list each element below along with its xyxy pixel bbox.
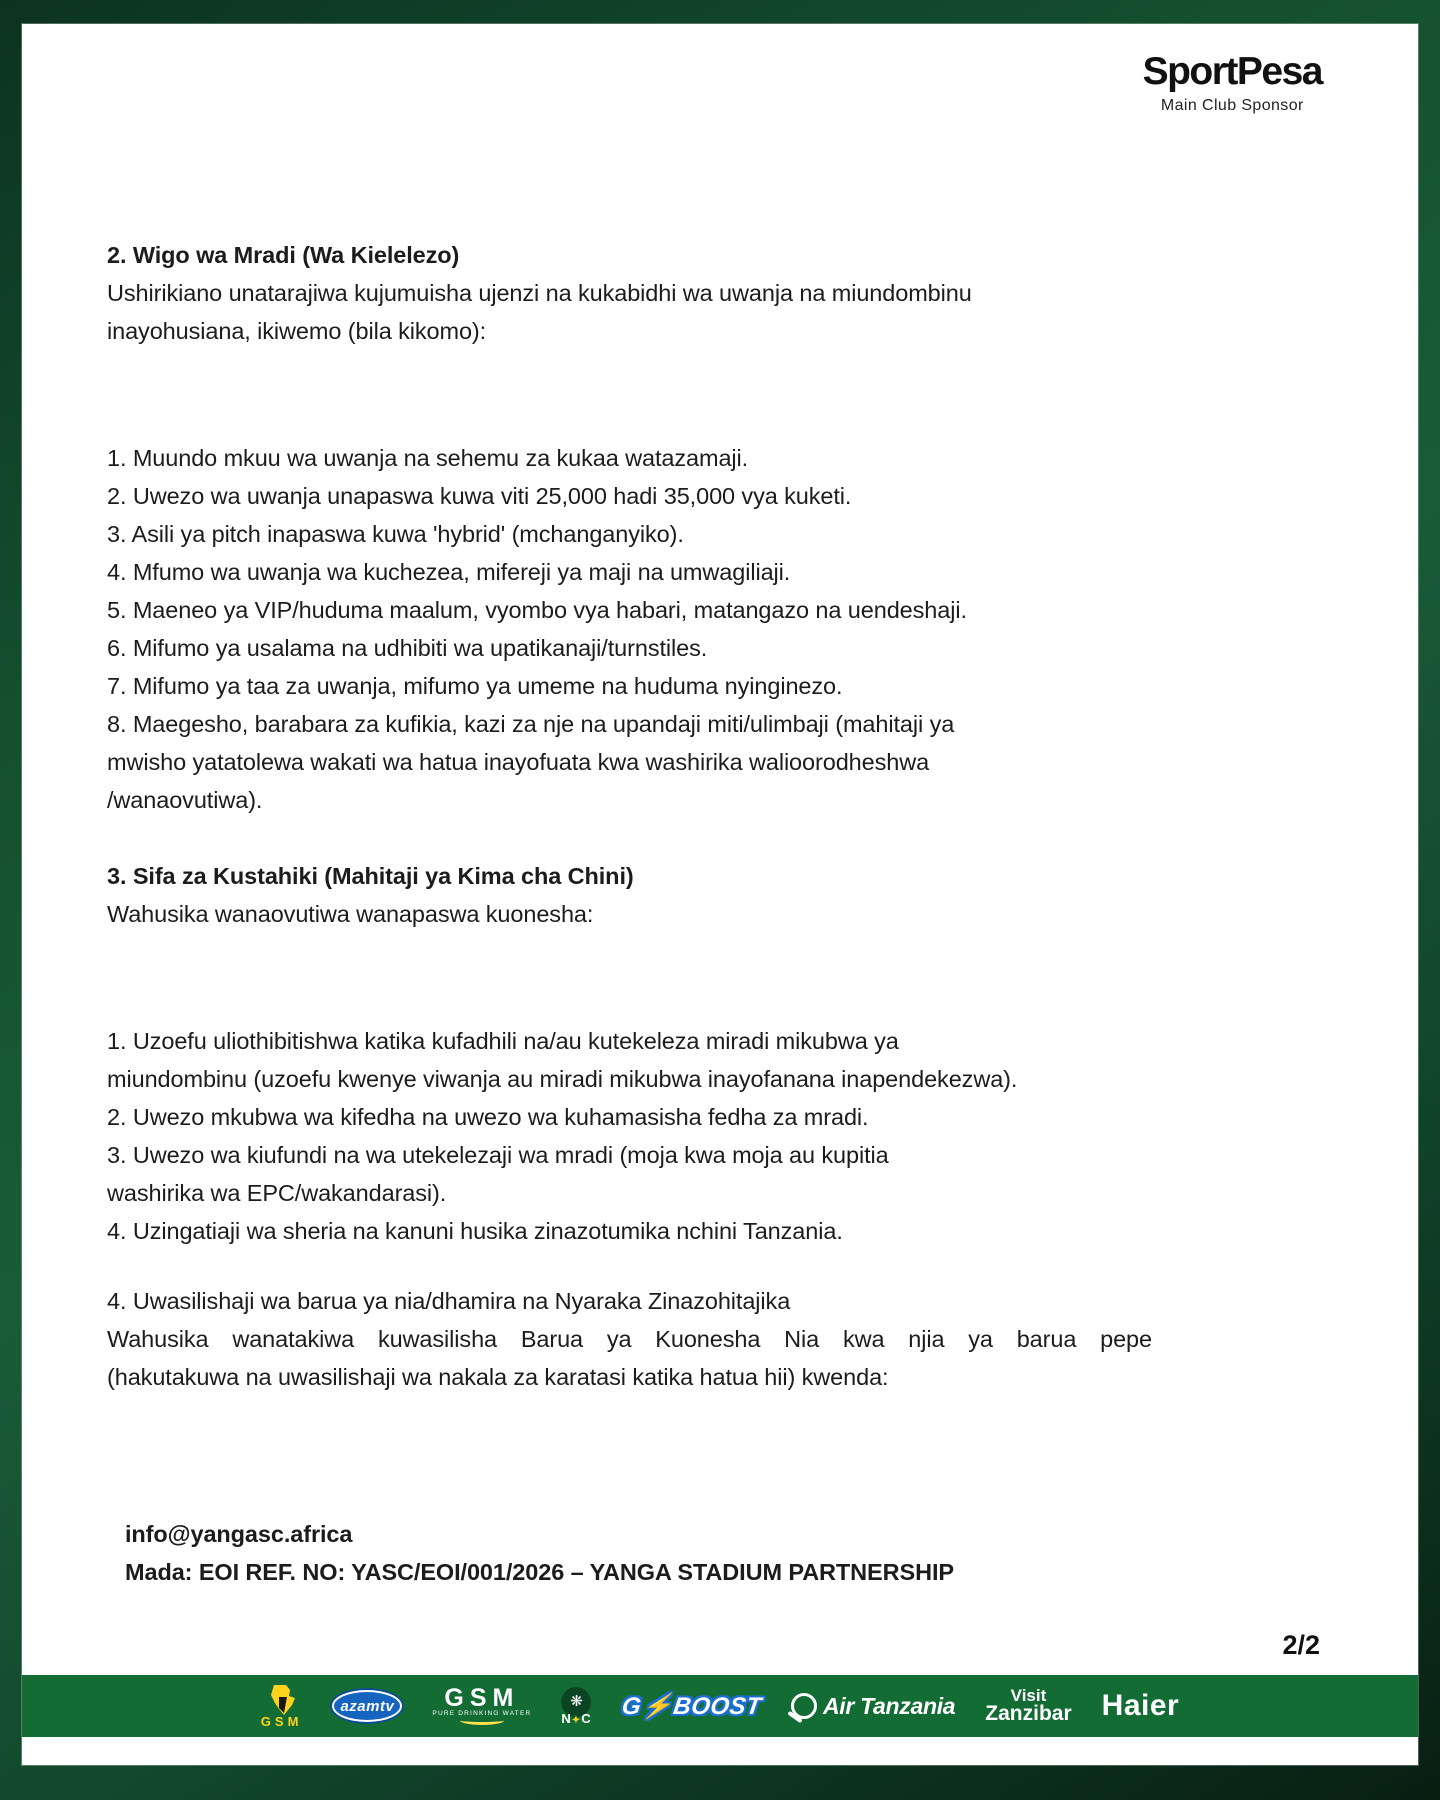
nc-right-letter: C (581, 1710, 592, 1726)
visit-zanzibar-logo (985, 1688, 1071, 1724)
document-line: 3. Uwezo wa kiufundi na wa utekelezaji wa mradi (moja kwa moja au kupitia (107, 1142, 889, 1168)
document-line: 4. Uwasilishaji wa barua ya nia/dhamira na Nyaraka Zinazohitajika (107, 1288, 791, 1314)
azamtv-label: azamtv (340, 1697, 395, 1715)
document-line: 1. Muundo mkuu wa uwanja na sehemu za kukaa watazamaji. (107, 445, 749, 471)
document-block (107, 439, 1152, 819)
lightning-bolt-icon: ⚡ (639, 1692, 675, 1720)
document-line: 3. Sifa za Kustahiki (Mahitaji ya Kima cha Chini) (107, 863, 634, 889)
haier-logo (1102, 1689, 1180, 1723)
document-line: 2. Uwezo wa uwanja unapaswa kuwa viti 25,000 hadi 35,000 vya kuketi. (107, 483, 852, 509)
hand-splash-icon: ❋ (561, 1687, 591, 1717)
document-block (107, 1515, 1152, 1591)
yellow-swoosh-icon (460, 1716, 504, 1725)
air-tanzania-logo (791, 1693, 955, 1720)
visit-line: Visit (1010, 1686, 1047, 1705)
zanzibar-line: Zanzibar (985, 1702, 1072, 1725)
document-block (107, 895, 1152, 933)
document-line: 5. Maeneo ya VIP/huduma maalum, vyombo vya habari, matangazo na uendeshaji. (107, 597, 967, 623)
document-line: miundombinu (uzoefu kwenye viwanja au miradi mikubwa inayofanana inapendekezwa). (107, 1066, 1018, 1092)
document-block (107, 274, 1152, 350)
nc-left-letter: N (561, 1710, 572, 1726)
haier-label: Haier (1101, 1689, 1180, 1722)
document-block (107, 857, 1152, 895)
document-block (107, 1022, 1152, 1250)
air-tanzania-emblem-icon (791, 1693, 817, 1719)
document-block (107, 1282, 1152, 1396)
document-line: 7. Mifumo ya taa za uwanja, mifumo ya umeme na huduma nyinginezo. (107, 673, 843, 699)
gboost-g: G (619, 1692, 643, 1720)
document-line: 3. Asili ya pitch inapaswa kuwa 'hybrid' (mchanganyiko). (107, 521, 684, 547)
sponsor-footer-bar (22, 1675, 1418, 1737)
document-line: Mada: EOI REF. NO: YASC/EOI/001/2026 – YANGA STADIUM PARTNERSHIP (125, 1559, 954, 1585)
document-line: 6. Mifumo ya usalama na udhibiti wa upatikanaji/turnstiles. (107, 635, 708, 661)
africa-map-icon (264, 1684, 300, 1716)
gboost-logo (620, 1692, 763, 1721)
gsm-water-label: GSM (444, 1684, 520, 1712)
page-number: 2/2 (1282, 1630, 1320, 1660)
gsm-africa-label: GSM (260, 1713, 303, 1729)
document-line: /wanaovutiwa). (107, 787, 263, 813)
air-tanzania-label: Air Tanzania (822, 1692, 956, 1719)
document-block (107, 236, 1152, 274)
document-line: 4. Mfumo wa uwanja wa kuchezea, mifereji ya maji na umwagiliaji. (107, 559, 791, 585)
gboost-rest: BOOST (671, 1692, 763, 1720)
document-line: 4. Uzingatiaji wa sheria na kanuni husika zinazotumika nchini Tanzania. (107, 1218, 843, 1244)
gsm-water-subtitle: PURE DRINKING WATER (432, 1710, 532, 1717)
document-page (22, 24, 1418, 1765)
document-line: Wahusika wanaovutiwa wanapaswa kuonesha: (107, 901, 594, 927)
document-line: info@yangasc.africa (125, 1521, 353, 1547)
document-body (107, 236, 1152, 1591)
nc-mark-icon: ✦ (571, 1714, 582, 1726)
gsm-africa-logo (261, 1684, 303, 1729)
document-line: Wahusika wanatakiwa kuwasilisha Barua ya Kuonesha Nia kwa njia ya barua pepe (107, 1326, 1152, 1352)
document-line: 2. Wigo wa Mradi (Wa Kielelezo) (107, 242, 460, 268)
azamtv-logo (332, 1690, 402, 1722)
sponsor-header (1143, 50, 1322, 115)
document-line: 8. Maegesho, barabara za kufikia, kazi za nje na upandaji miti/ulimbaji (mahitaji ya (107, 711, 955, 737)
document-line: washirika wa EPC/wakandarasi). (107, 1180, 447, 1206)
document-line: 1. Uzoefu uliothibitishwa katika kufadhili na/au kutekeleza miradi mikubwa ya (107, 1028, 899, 1054)
gsm-water-logo (432, 1684, 532, 1725)
sponsor-tagline: Main Club Sponsor (1160, 97, 1304, 114)
document-line: mwisho yatatolewa wakati wa hatua inayofuata kwa washirika walioorodheshwa (107, 749, 930, 775)
document-line: (hakutakuwa na uwasilishaji wa nakala za karatasi katika hatua hii) kwenda: (107, 1364, 889, 1390)
sportpesa-logo: SportPesa (1142, 50, 1322, 93)
document-line: Ushirikiano unatarajiwa kujumuisha ujenzi na kukabidhi wa uwanja na miundombinu (107, 280, 972, 306)
document-line: 2. Uwezo mkubwa wa kifedha na uwezo wa kuhamasisha fedha za mradi. (107, 1104, 869, 1130)
document-line: inayohusiana, ikiwemo (bila kikomo): (107, 318, 487, 344)
nc-badge-logo (561, 1687, 591, 1726)
